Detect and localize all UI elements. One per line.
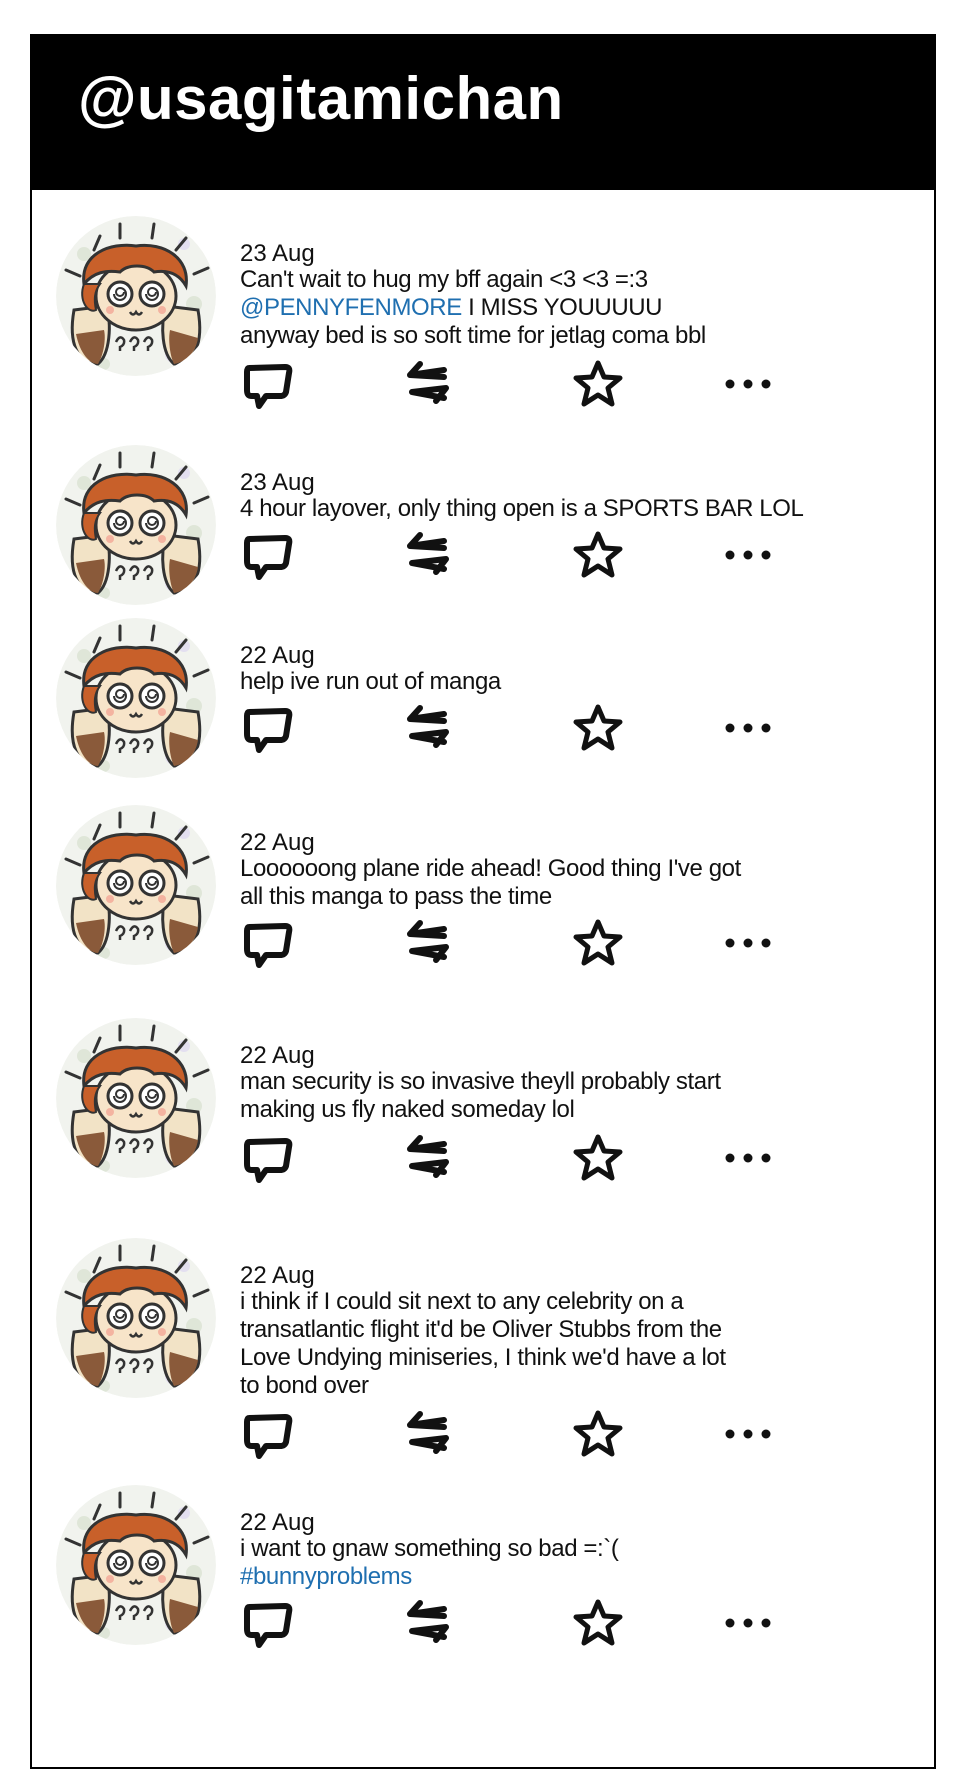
tweet-text-segment: man security is so invasive theyll probably start [240,1068,721,1095]
tweet-actions [240,358,740,410]
retweet-icon [400,397,456,414]
more-icon [720,568,776,585]
reply-icon [240,397,296,414]
reply-button[interactable] [240,358,296,410]
tweet-actions [240,529,740,581]
reply-icon [240,568,296,585]
more-icon [720,956,776,973]
tweet-text-line [240,883,741,911]
tweet-text-segment: i think if I could sit next to any celebrity on a [240,1288,684,1315]
retweet-button[interactable] [400,358,456,410]
tweet-date[interactable]: 23 Aug [240,469,315,496]
retweet-icon [400,1636,456,1653]
profile-header [32,36,934,190]
star-icon [570,1636,626,1653]
tweet-text-segment: 4 hour layover, only thing open is a SPORTS BAR LOL [240,495,804,522]
retweet-icon [400,956,456,973]
reply-icon [240,1636,296,1653]
tweet-text-line [240,855,741,883]
more-button[interactable] [720,1408,776,1460]
favorite-button[interactable] [570,529,626,581]
reply-icon [240,1171,296,1188]
tweet-text-segment: Loooooong plane ride ahead! Good thing I've got [240,855,741,882]
profile-handle[interactable]: @usagitamichan [78,65,564,132]
tweet-actions [240,1408,740,1460]
reply-button[interactable] [240,917,296,969]
tweet-text [240,1288,726,1400]
retweet-button[interactable] [400,1597,456,1649]
tweet-text-segment: all this manga to pass the time [240,883,552,910]
tweet-text-segment: i want to gnaw something so bad =:`( [240,1535,619,1562]
more-button[interactable] [720,1597,776,1649]
reply-icon [240,1447,296,1464]
tweet-text [240,1068,721,1124]
retweet-icon [400,1171,456,1188]
avatar[interactable] [54,214,218,378]
retweet-button[interactable] [400,1132,456,1184]
tweet-text-segment: Love Undying miniseries, I think we'd have a lot [240,1344,726,1371]
tweet-text-segment: making us fly naked someday lol [240,1096,575,1123]
tweet-date[interactable]: 22 Aug [240,829,315,856]
more-icon [720,1447,776,1464]
more-button[interactable] [720,917,776,969]
reply-button[interactable] [240,1408,296,1460]
profile-frame [30,34,936,1769]
star-icon [570,1171,626,1188]
tweet-date[interactable]: 22 Aug [240,1509,315,1536]
tweet-text-line [240,1535,618,1563]
star-icon [570,741,626,758]
more-button[interactable] [720,358,776,410]
tweet-actions [240,702,740,754]
retweet-icon [400,1447,456,1464]
tweet-date[interactable]: 22 Aug [240,1042,315,1069]
tweet-text-segment: anyway bed is so soft time for jetlag coma bbl [240,322,706,349]
favorite-button[interactable] [570,358,626,410]
tweet-text-line [240,1288,726,1316]
more-icon [720,1171,776,1188]
reply-button[interactable] [240,1132,296,1184]
tweet-actions [240,1597,740,1649]
avatar[interactable] [54,1016,218,1180]
favorite-button[interactable] [570,1132,626,1184]
reply-button[interactable] [240,529,296,581]
hashtag-link[interactable]: #bunnyproblems [240,1563,412,1590]
retweet-icon [400,568,456,585]
reply-icon [240,956,296,973]
star-icon [570,397,626,414]
tweet-text [240,1535,618,1591]
tweet-text-segment: Can't wait to hug my bff again <3 <3 =:3 [240,266,648,293]
reply-icon [240,741,296,758]
avatar[interactable] [54,443,218,607]
avatar[interactable] [54,1483,218,1647]
tweet-date[interactable]: 22 Aug [240,1262,315,1289]
tweet-text [240,266,706,350]
tweet-text [240,855,741,911]
mention-link[interactable]: @PENNYFENMORE [240,294,462,321]
more-icon [720,397,776,414]
avatar[interactable] [54,616,218,780]
tweet-text-line [240,1068,721,1096]
favorite-button[interactable] [570,1408,626,1460]
tweet-text-line [240,1096,721,1124]
tweet-date[interactable]: 22 Aug [240,642,315,669]
retweet-button[interactable] [400,702,456,754]
tweet-text-line [240,1563,618,1591]
star-icon [570,956,626,973]
star-icon [570,1447,626,1464]
tweet-actions [240,1132,740,1184]
tweet-text-line [240,1372,726,1400]
favorite-button[interactable] [570,702,626,754]
more-icon [720,741,776,758]
reply-button[interactable] [240,702,296,754]
retweet-button[interactable] [400,1408,456,1460]
reply-button[interactable] [240,1597,296,1649]
tweet-text-segment: help ive run out of manga [240,668,501,695]
more-button[interactable] [720,529,776,581]
tweet-actions [240,917,740,969]
tweet-text-line [240,266,706,294]
tweet-date[interactable]: 23 Aug [240,240,315,267]
tweet-text-segment: transatlantic flight it'd be Oliver Stubbs from the [240,1316,722,1343]
tweet-text-line [240,322,706,350]
favorite-button[interactable] [570,917,626,969]
tweet-text [240,495,803,523]
more-button[interactable] [720,1132,776,1184]
tweet-text-line [240,1316,726,1344]
tweet-text-line [240,1344,726,1372]
tweet-text-segment: to bond over [240,1372,369,1399]
more-icon [720,1636,776,1653]
retweet-icon [400,741,456,758]
more-button[interactable] [720,702,776,754]
tweet-text-segment: I MISS YOUUUUU [461,294,663,321]
favorite-button[interactable] [570,1597,626,1649]
tweet-text-line [240,294,706,322]
tweet-text-line [240,495,803,523]
avatar[interactable] [54,803,218,967]
tweet-text-line [240,668,501,696]
tweet-text [240,668,501,696]
retweet-button[interactable] [400,529,456,581]
retweet-button[interactable] [400,917,456,969]
star-icon [570,568,626,585]
avatar[interactable] [54,1236,218,1400]
